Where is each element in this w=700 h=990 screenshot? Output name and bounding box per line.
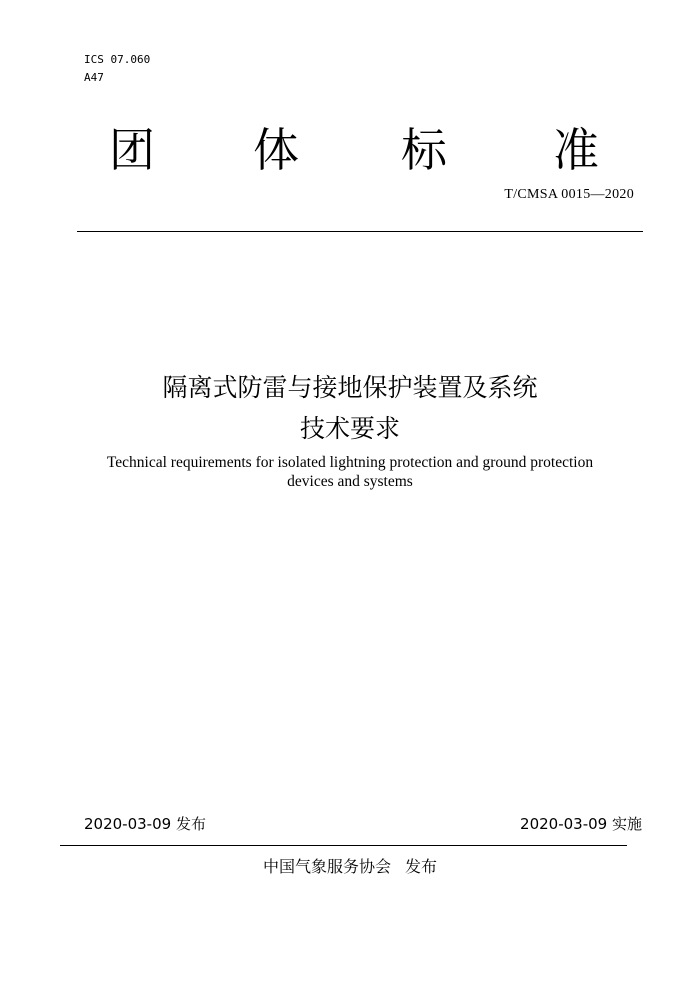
- chinese-title-line-2: 技术要求: [299, 414, 400, 443]
- chinese-title-line-1: 隔离式防雷与接地保护装置及系统: [162, 373, 538, 402]
- publisher-action: 发布: [405, 857, 438, 876]
- publisher-line: [0, 856, 700, 878]
- english-title-line-1: Technical requirements for isolated lightning protection and ground protection: [106, 454, 594, 471]
- english-title-line-2: devices and systems: [287, 473, 413, 490]
- bottom-divider: [60, 845, 627, 846]
- implementation-date: 2020-03-09 实施: [520, 815, 642, 833]
- top-divider: [77, 231, 643, 232]
- standard-type-char: 标: [401, 123, 447, 177]
- publisher-organization: 中国气象服务协会: [262, 857, 391, 876]
- standard-type-heading: [100, 118, 630, 182]
- standard-type-char: 体: [253, 123, 299, 177]
- standard-type-char: 准: [553, 123, 599, 177]
- standard-number: T/CMSA 0015—2020: [504, 187, 634, 202]
- issue-date: 2020-03-09 发布: [84, 815, 206, 833]
- classification-code: A47: [84, 71, 104, 84]
- standard-type-char: 团: [109, 123, 155, 177]
- ics-code: ICS 07.060: [84, 53, 151, 66]
